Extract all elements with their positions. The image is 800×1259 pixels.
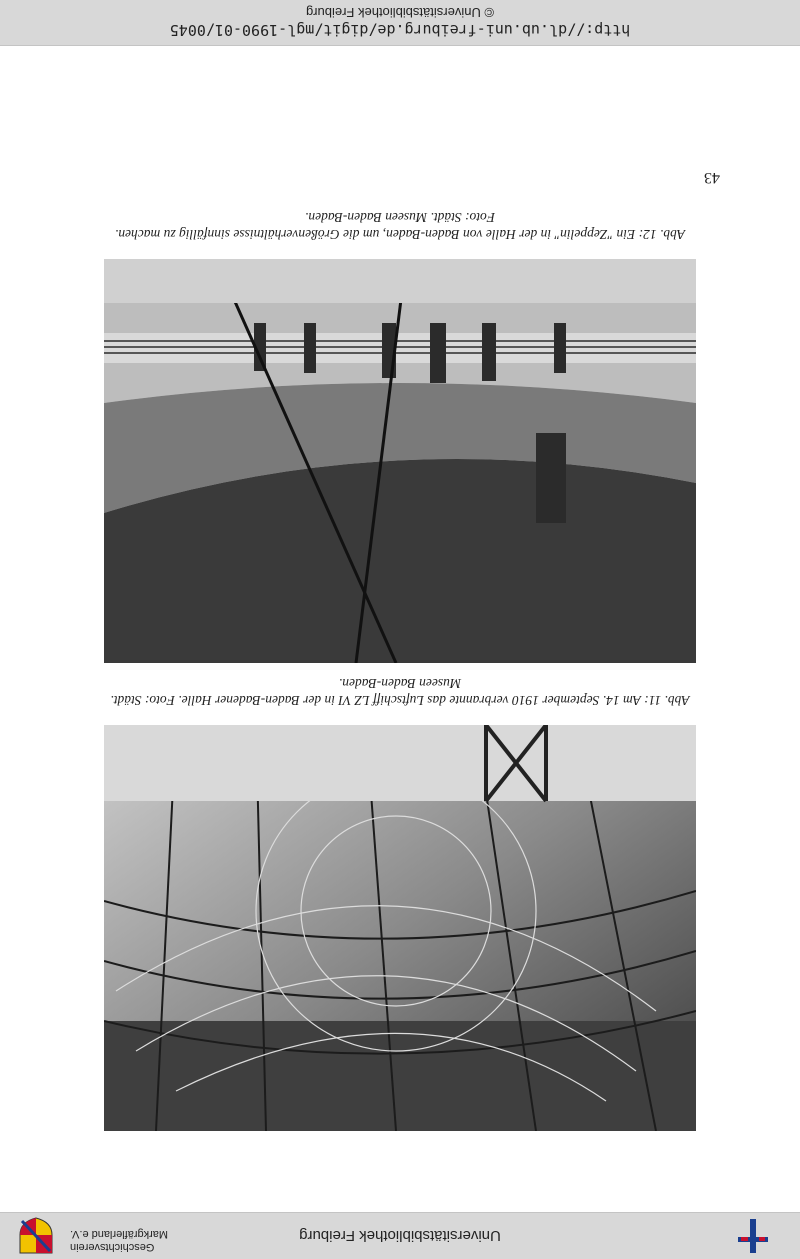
- society-crest-icon: [18, 1217, 54, 1255]
- top-toolbar: [0, 1212, 800, 1259]
- library-name: Universitätsbibliothek Freiburg: [299, 1227, 501, 1245]
- copyright-notice: © Universitätsbibliothek Freiburg: [305, 5, 495, 20]
- page-number: 43: [704, 169, 720, 186]
- figure-11-photo: [104, 725, 696, 1131]
- figure-12-photo: [104, 259, 696, 663]
- document-url[interactable]: http://dl.ub.uni-freiburg.de/digit/mgl-1990-01/0045: [169, 21, 631, 39]
- society-line-2: Markgräflerland e.V.: [70, 1228, 169, 1240]
- society-line-1: Geschichtsverein: [70, 1241, 155, 1253]
- figure-11-caption: Abb. 11: Am 14. September 1910 verbrannte das Luftschiff LZ VI in der Baden-Badener Halle. Foto: Städt. Museen Baden-Baden.: [110, 676, 690, 708]
- bottom-toolbar: [0, 0, 800, 46]
- society-name: [70, 1227, 168, 1253]
- figure-12-caption: Abb. 12: Ein "Zeppelin" in der Halle von Baden-Baden, um die Größenverhältnisse sinnfällig zu machen. Foto: Städt. Museen Baden-Baden.: [114, 210, 686, 242]
